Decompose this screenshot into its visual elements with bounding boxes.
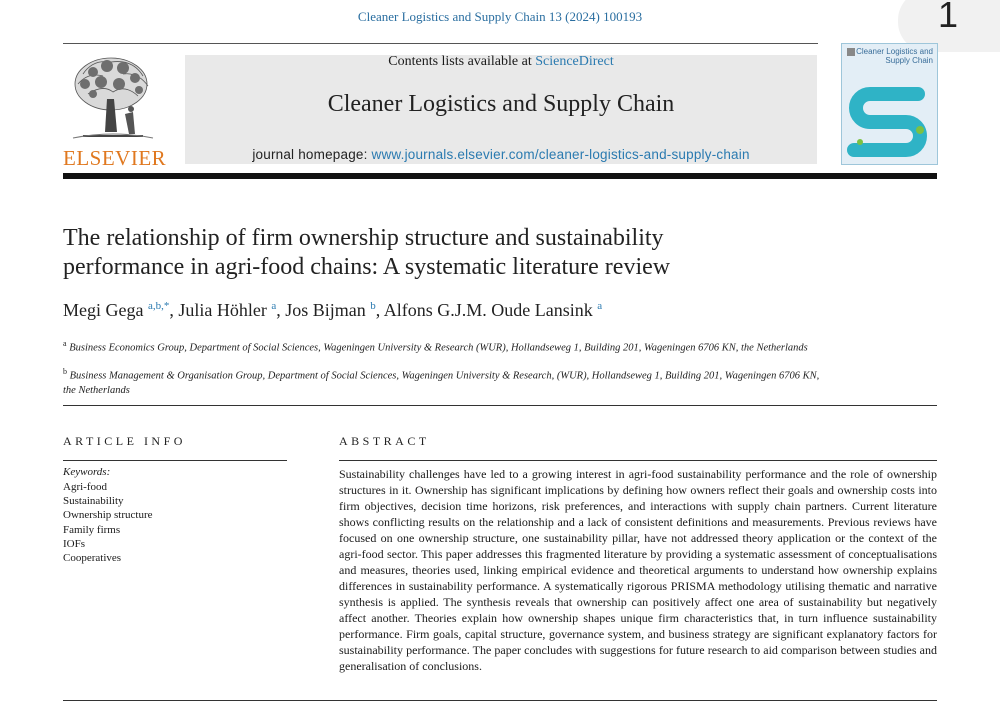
author-name[interactable]: Jos Bijman xyxy=(285,300,366,320)
affiliation-a xyxy=(63,337,823,356)
article-info-rule xyxy=(63,460,287,461)
keyword-item[interactable]: Sustainability xyxy=(63,495,124,508)
homepage-prefix: journal homepage: xyxy=(252,147,372,162)
author-list xyxy=(63,300,602,321)
page-number: 1 xyxy=(938,0,959,35)
header-divider xyxy=(63,43,818,44)
abstract-rule xyxy=(339,460,937,461)
affiliation-mark: b xyxy=(63,367,67,376)
article-info-heading: ARTICLE INFO xyxy=(63,434,186,448)
author-affiliation-marker[interactable]: a xyxy=(271,300,277,312)
author-separator: , xyxy=(276,300,286,320)
affiliation-mark: a xyxy=(63,339,67,348)
author-affiliation-marker[interactable]: a xyxy=(597,300,603,312)
affiliations-divider xyxy=(63,405,937,406)
keyword-item[interactable]: Family firms xyxy=(63,523,121,536)
journal-homepage-line xyxy=(185,147,817,162)
keywords-label: Keywords: xyxy=(63,466,111,478)
affiliation-text: Business Economics Group, Department of Social Sciences, Wageningen University & Research (WUR), Hollandseweg 1, Building 201, Wageningen 6706 KN, the Netherlands xyxy=(69,342,808,354)
keyword-item[interactable]: IOFs xyxy=(63,537,86,550)
author-name[interactable]: Alfons G.J.M. Oude Lansink xyxy=(383,300,593,320)
abstract-bottom-rule xyxy=(63,700,937,701)
journal-citation[interactable]: Cleaner Logistics and Supply Chain 13 (2024) 100193 xyxy=(357,9,643,24)
author-affiliation-marker[interactable]: b xyxy=(370,300,376,312)
paper-title: The relationship of firm ownership structure and sustainability performance in agri-food chains: A systematic literature review xyxy=(63,225,671,280)
keyword-item[interactable]: Ownership structure xyxy=(63,509,153,522)
author-separator: , xyxy=(169,300,179,320)
journal-cover-thumbnail[interactable] xyxy=(841,43,938,165)
author-name[interactable]: Megi Gega xyxy=(63,300,144,320)
author-affiliation-marker[interactable]: a,b,* xyxy=(147,300,170,312)
affiliation-text: Business Management & Organisation Group, Department of Social Sciences, Wageningen University & Research, (WUR), Hollandseweg 1, Building 201, Wageningen 6706 KN, the Netherlands xyxy=(63,370,820,396)
author-name[interactable]: Julia Höhler xyxy=(178,300,267,320)
contents-prefix: Contents lists available at xyxy=(388,54,536,69)
author-separator: , xyxy=(375,300,384,320)
keyword-item[interactable]: Cooperatives xyxy=(63,552,122,565)
keyword-item[interactable]: Agri-food xyxy=(63,481,107,493)
journal-title: Cleaner Logistics and Supply Chain xyxy=(327,91,675,117)
abstract-text: Sustainability challenges have led to a growing interest in agri-food sustainability performance and the role of ownership structures in it. Ownership has significant implications by defining how owners reflect their goals and ownership costs into firm objectives, decision time horizons, risk preferences, and interactions with supply chain partners. Current literature shows conflicting results on the relationship and a lack of consistent definitions and measurements. Previous reviews have focused on one ownership structure, one sustainability pillar, have not addressed theory application or the context of the agri-food sector. This paper addresses this fragmented literature by providing a systematic assessment of conceptualisations and measures, theories used, linking empirical evidence and theoretical arguments to understand how ownership explains differences in sustainability performance. A systematically rigorous PRISMA methodology utilising thematic and narrative synthesis is applied. The synthesis reveals that ownership can positively affect one area of sustainability but negatively affect another. Theories explain how ownership shapes unique firm characteristics that, in turn influence sustainability performance. Firm goals, capital structure, governance system, and business strategy are significant explanatory factors for sustainability performance. The paper concludes with suggestions for future research to aid comparison between studies and generalisation of conclusions. xyxy=(339,467,937,673)
publisher-wordmark[interactable]: ELSEVIER xyxy=(63,146,167,170)
journal-homepage-link[interactable]: www.journals.elsevier.com/cleaner-logistics-and-supply-chain xyxy=(371,147,750,162)
contents-line xyxy=(185,54,817,70)
affiliation-b xyxy=(63,365,823,398)
keywords-list xyxy=(63,480,153,565)
cover-title: Cleaner Logistics and Supply Chain xyxy=(856,47,933,65)
cover-s-logo-icon xyxy=(846,84,932,160)
sciencedirect-link[interactable]: ScienceDirect xyxy=(535,54,614,69)
masthead-bottom-rule xyxy=(63,173,937,179)
abstract-heading: ABSTRACT xyxy=(339,434,430,448)
